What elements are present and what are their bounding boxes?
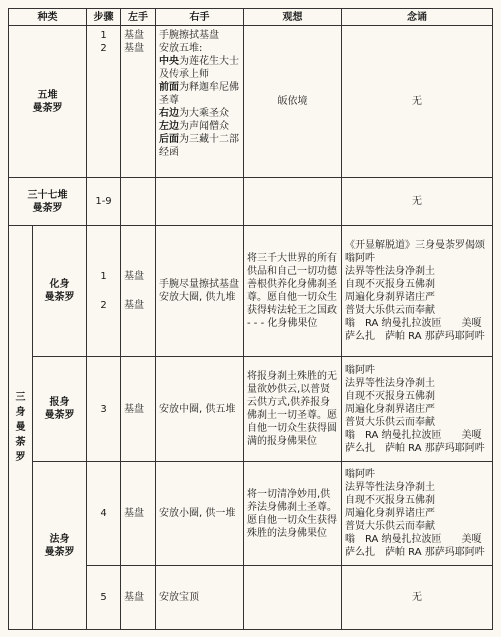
row-dharmakaya [9,462,493,566]
recite-line: 萨么扎 萨帕 RA 那萨玛耶阿吽 [345,547,485,558]
right-hand-text: 安放大圈, 供九堆 [159,292,236,303]
visualize-cell: 皈依境 [244,26,342,178]
recite-cell: 无 [342,178,493,226]
left-hand-cell [121,178,156,226]
right-hand-line [159,120,240,133]
placement-text: 手腕擦拭基盘 [159,30,219,41]
recite-line: 嗡阿吽 [345,253,375,264]
placement-text: 为三藏十二部经函 [159,134,239,158]
step-cell [87,26,121,178]
recite-line: 嗡 RA 纳曼扎拉波匝 美嗄 [345,534,482,545]
recite-line: 嗡 RA 纳曼扎拉波匝 美嗄 [345,318,482,329]
step-number: 1 [100,271,107,282]
header-step: 步骤 [87,9,121,26]
three-kaya-group-label [9,226,33,630]
step-cell: 5 [87,566,121,630]
visualize-cell [244,566,342,630]
recite-cell [342,462,493,566]
visualize-cell: 将一切清净妙用,供养法身佛刹土圣尊。愿自他一切众生获得殊胜的法身佛果位 [244,462,342,566]
recite-line: 嗡 RA 纳曼扎拉波匝 美嗄 [345,429,482,441]
left-hand-cell: 基盘 [121,357,156,462]
recite-cell: 无 [342,566,493,630]
category-thirty-seven-heap: 三十七堆 曼荼罗 [9,178,87,226]
placement-text: 安放五堆: [159,43,203,54]
group-label-text: 三身曼荼罗 [15,392,26,463]
recite-line: 周遍化身刹界诸庄严 [345,508,435,519]
right-hand-line [159,107,240,120]
right-hand-cell [156,26,244,178]
step-cell: 1-9 [87,178,121,226]
category-sambhogakaya: 报身 曼荼罗 [33,357,87,462]
right-hand-cell [156,178,244,226]
left-hand-text: 基盘 [124,271,144,282]
recite-line: 萨么扎 萨帕 RA 那萨玛耶阿吽 [345,442,485,454]
recite-line: 自现不灭报身五佛刹 [345,495,435,506]
recite-line: 法界等性法身净刹土 [345,266,435,277]
recite-cell [342,226,493,357]
header-visualize: 观想 [244,9,342,26]
step-number: 2 [100,43,107,54]
recite-line: 《开显解脱道》三身曼荼罗偈颂 [345,240,485,251]
header-category: 种类 [9,9,87,26]
mandala-offering-table [8,8,493,630]
header-row [9,9,493,26]
left-hand-text: 基盘 [124,300,144,311]
right-hand-cell: 安放中圈, 供五堆 [156,357,244,462]
placement-label: 中央 [159,56,179,67]
left-hand-text: 基盘 [124,30,144,41]
recite-line: 萨么扎 萨帕 RA 那萨玛耶阿吽 [345,331,485,342]
left-hand-cell: 基盘 [121,566,156,630]
placement-text: 为莲花生大士及传承上师 [159,56,239,80]
header-right-hand: 右手 [156,9,244,26]
right-hand-cell: 安放小圈, 供一堆 [156,462,244,566]
right-hand-line [159,42,240,55]
header-left-hand: 左手 [121,9,156,26]
recite-line: 自现不灭报身五佛刹 [345,279,435,290]
step-cell: 3 [87,357,121,462]
placement-label: 右边 [159,108,179,119]
right-hand-line [159,29,240,42]
placement-label: 左边 [159,121,179,132]
left-hand-cell [121,26,156,178]
row-sambhogakaya [9,357,493,462]
step-number: 1 [100,30,107,41]
placement-text: 为大乘圣众 [179,108,229,119]
row-nirmanakaya [9,226,493,357]
right-hand-line [159,55,240,81]
right-hand-line [159,81,240,107]
left-hand-cell [121,226,156,357]
recite-cell [342,357,493,462]
placement-label: 前面 [159,82,179,93]
placement-label: 后面 [159,134,179,145]
recite-line: 普贤大乐供云而奉献 [345,416,435,428]
recite-line: 自现不灭报身五佛刹 [345,390,435,402]
recite-line: 普贤大乐供云而奉献 [345,521,435,532]
recite-line: 嗡阿吽 [345,364,375,376]
right-hand-cell [156,226,244,357]
visualize-cell: 将报身刹土殊胜的无量欲妙供云,以普贤云供方式,供养报身佛刹土一切圣尊。愿自他一切众生获得圆满的报身佛果位 [244,357,342,462]
row-thirty-seven-heap [9,178,493,226]
category-five-heap: 五堆 曼荼罗 [9,26,87,178]
left-hand-cell: 基盘 [121,462,156,566]
row-five-heap [9,26,493,178]
recite-line: 法界等性法身净刹土 [345,377,435,389]
recite-line: 周遍化身刹界诸庄严 [345,292,435,303]
right-hand-line [159,133,240,159]
visualize-cell: 将三千大世界的所有供品和自己一切功德善根供养化身佛刹圣尊。愿自他一切众生获得转法轮王之国政 - - - 化身佛果位 [244,226,342,357]
header-recite: 念诵 [342,9,493,26]
step-number: 2 [100,300,107,311]
visualize-cell [244,178,342,226]
recite-line: 普贤大乐供云而奉献 [345,305,435,316]
recite-line: 周遍化身刹界诸庄严 [345,403,435,415]
category-dharmakaya: 法身 曼荼罗 [33,462,87,630]
recite-line: 法界等性法身净刹土 [345,482,435,493]
step-cell [87,226,121,357]
right-hand-text: 手腕尽量擦拭基盘 [159,279,239,290]
placement-text: 为声闻僧众 [179,121,229,132]
placement-text: 为释迦牟尼佛圣尊 [159,82,239,106]
right-hand-cell: 安放宝顶 [156,566,244,630]
recite-cell: 无 [342,26,493,178]
recite-line: 嗡阿吽 [345,469,375,480]
step-cell: 4 [87,462,121,566]
category-nirmanakaya: 化身 曼荼罗 [33,226,87,357]
left-hand-text: 基盘 [124,43,144,54]
